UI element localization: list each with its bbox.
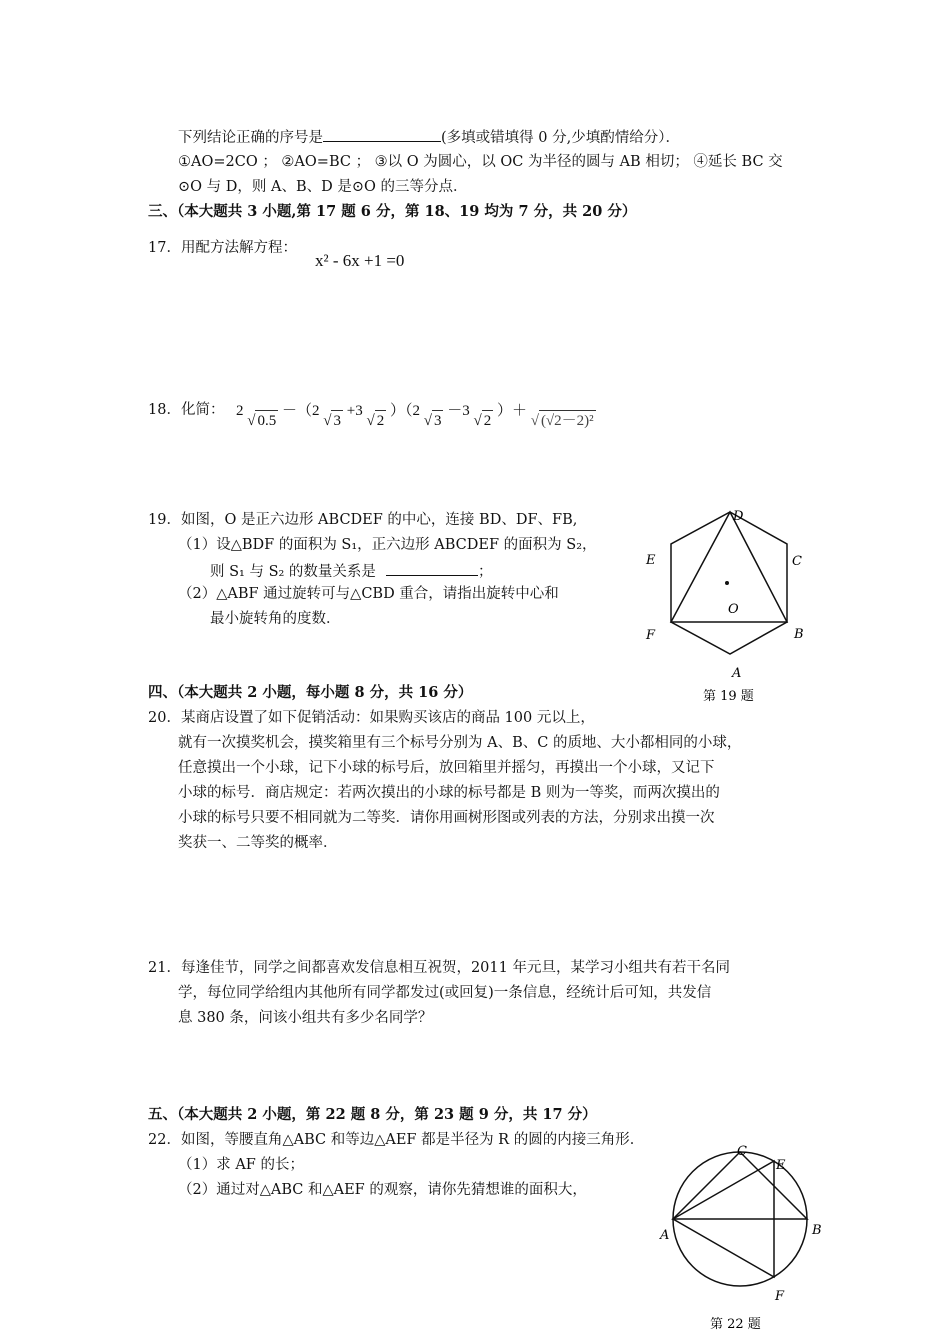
q18-sqrt-5: √ 2 [473, 410, 493, 431]
q18-sqrt-1: √ 0.5 [247, 410, 278, 431]
q19-line3-a: 则 S₁ 与 S₂ 的数量关系是 [210, 564, 376, 580]
center-point-o [725, 581, 729, 585]
q19-line5: 最小旋转角的度数． [210, 611, 341, 627]
q19-figure-caption: 第 19 题 [703, 689, 754, 704]
label-c: C [792, 554, 802, 569]
q19-line2: （1）设△BDF 的面积为 S₁，正六边形 ABCDEF 的面积为 S₂， [178, 537, 597, 553]
q16-line2: ①AO=2CO ； ②AO=BC ； ③以 O 为圆心，以 OC 为半径的圆与 AB 相切； ④延长 BC 交 [178, 154, 783, 170]
q17-stem: 17．用配方法解方程： [148, 240, 297, 256]
label-f: F [775, 1289, 785, 1304]
q22-line1: 22．如图，等腰直角△ABC 和等边△AEF 都是半径为 R 的圆的内接三角形． [148, 1132, 645, 1148]
q18-sqrt-3: √ 2 [366, 410, 386, 431]
q20-line3: 任意摸出一个小球，记下小球的标号后，放回箱里并摇匀，再摸出一个小球，又记下 [178, 760, 715, 776]
q16-line1-a: 下列结论正确的序号是 [178, 130, 323, 146]
label-c: C [737, 1144, 747, 1159]
label-o: O [728, 602, 739, 617]
q16-line1 [178, 126, 680, 148]
q19-line1: 19．如图，O 是正六边形 ABCDEF 的中心，连接 BD、DF、FB, [148, 512, 578, 528]
label-f: F [646, 628, 656, 643]
q22-circle-figure [650, 1138, 840, 1344]
q18-op3: ）（2 [389, 403, 420, 419]
q18-sqrt-2: √ 3 [323, 410, 343, 431]
q22-figure-caption: 第 22 题 [710, 1317, 761, 1332]
q21-line3: 息 380 条，问该小组共有多少名同学？ [178, 1010, 433, 1026]
q19-line3 [210, 560, 492, 582]
q18-op5: ）＋ [496, 403, 527, 419]
q18-sqrt-4: √ 3 [424, 410, 444, 431]
q20-line6: 奖获一、二等奖的概率． [178, 835, 338, 851]
label-b: B [812, 1223, 822, 1238]
q20-line4: 小球的标号．商店规定：若两次摸出的小球的标号都是 B 则为一等奖，而两次摸出的 [178, 785, 720, 801]
q21-line1: 21．每逢佳节，同学之间都喜欢发信息相互祝贺，2011 年元旦，某学习小组共有若干名同 [148, 960, 730, 976]
q16-answer-blank[interactable] [323, 126, 441, 142]
q18-op4: －3 [447, 403, 470, 419]
q18-expression [236, 400, 596, 429]
q18-op1: －（2 [281, 403, 320, 419]
q18-sqrt-6: √ (√2－2)² [531, 410, 596, 431]
label-e: E [646, 553, 656, 568]
q16-line3: ⊙O 与 D，则 A、B、D 是⊙O 的三等分点． [178, 179, 468, 195]
q18-coef1: 2 [236, 403, 244, 419]
section3-heading: 三、（本大题共 3 小题,第 17 题 6 分，第 18、19 均为 7 分，共 20 分） [148, 203, 637, 220]
triangle-abc [673, 1152, 807, 1219]
q22-line3: （2）通过对△ABC 和△AEF 的观察，请你先猜想谁的面积大， [178, 1182, 587, 1198]
q18-op2: +3 [346, 403, 363, 419]
q19-line3-b: ； [477, 564, 493, 580]
q20-line1: 20．某商店设置了如下促销活动：如果购买该店的商品 100 元以上， [148, 710, 595, 726]
q19-line4: （2）△ABF 通过旋转可与△CBD 重合，请指出旋转中心和 [178, 586, 559, 602]
q21-line2: 学，每位同学给组内其他所有同学都发过(或回复)一条信息，经统计后可知，共发信 [178, 985, 712, 1001]
q20-line5: 小球的标号只要不相同就为二等奖．请你用画树形图或列表的方法，分别求出摸一次 [178, 810, 715, 826]
label-a: A [732, 666, 742, 681]
section5-heading: 五、（本大题共 2 小题，第 22 题 8 分，第 23 题 9 分，共 17 分） [148, 1106, 597, 1123]
label-b: B [794, 627, 804, 642]
q19-hexagon-figure [620, 500, 820, 710]
q19-answer-blank[interactable] [386, 560, 478, 576]
label-e: E [776, 1158, 786, 1173]
q20-line2: 就有一次摸奖机会，摸奖箱里有三个标号分别为 A、B、C 的质地、大小都相同的小球， [178, 735, 742, 751]
label-a: A [660, 1228, 670, 1243]
q22-line2: （1）求 AF 的长； [178, 1157, 304, 1173]
section4-heading: 四、（本大题共 2 小题，每小题 8 分，共 16 分） [148, 684, 473, 701]
label-d: D [733, 509, 744, 524]
q17-equation: x² - 6x +1 =0 [315, 251, 405, 270]
q18-stem: 18．化简： [148, 402, 225, 418]
q16-line1-b: (多填或错填得 0 分,少填酌情给分）． [441, 130, 680, 146]
